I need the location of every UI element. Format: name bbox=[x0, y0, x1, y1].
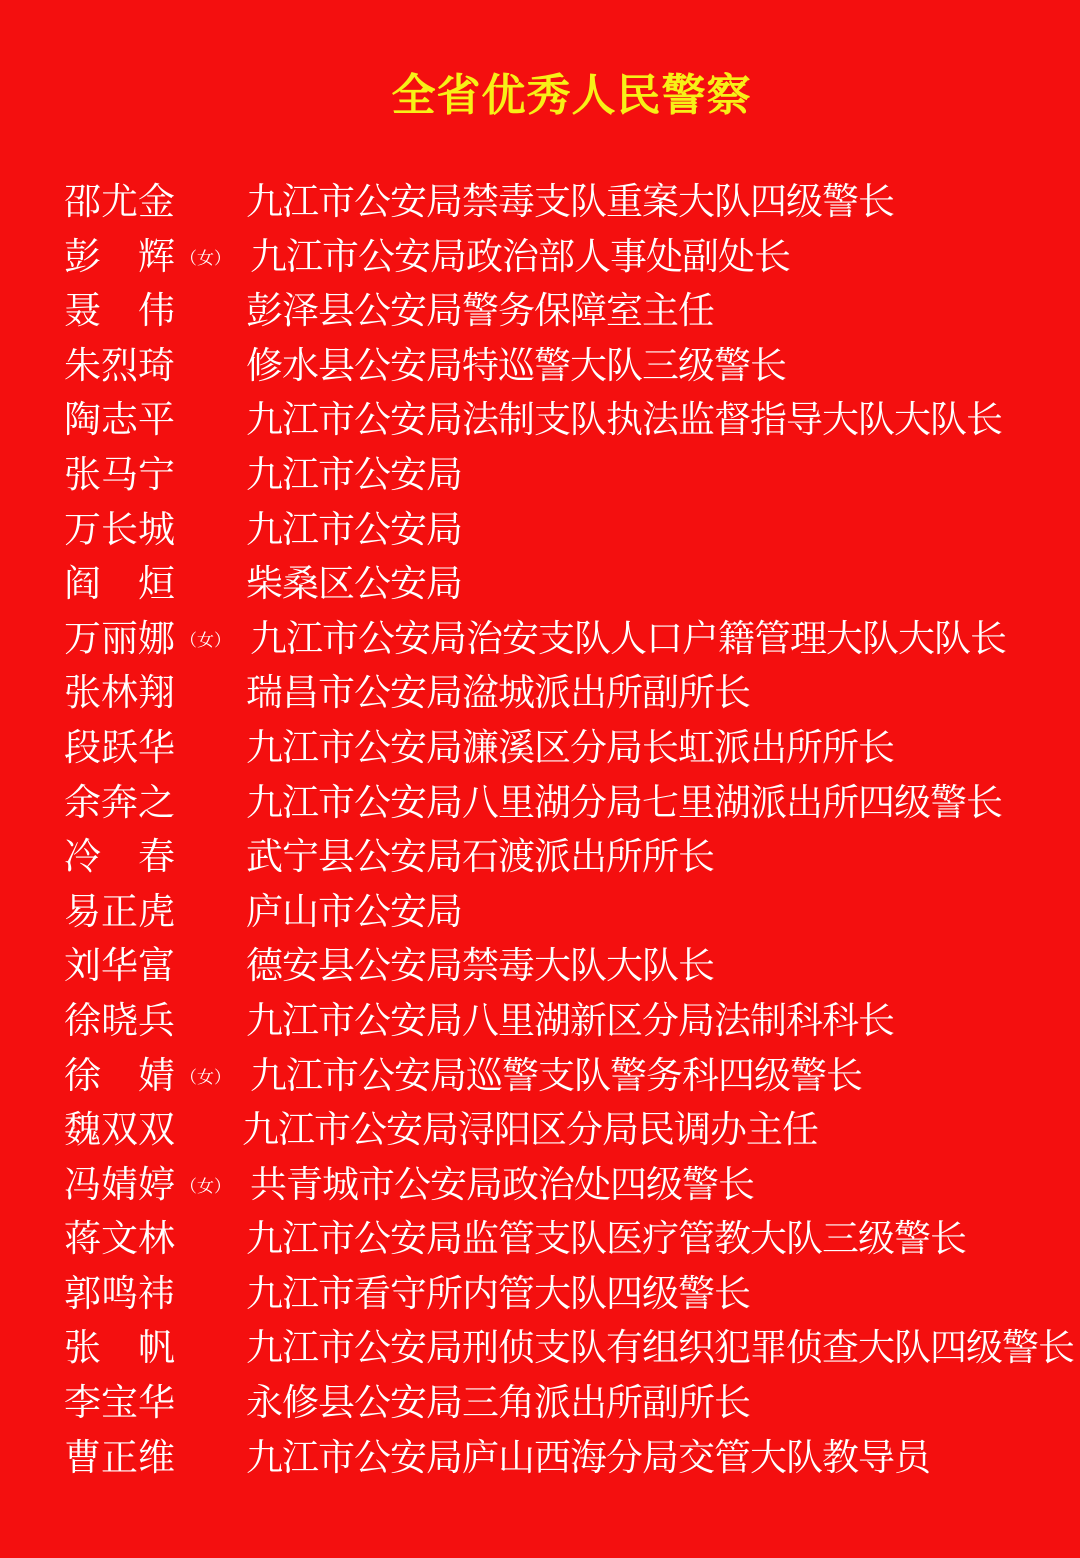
list-item bbox=[64, 1103, 1074, 1158]
list-item bbox=[64, 503, 1074, 558]
honoree-unit: 九江市公安局监管支队医疗管教大队三级警长 bbox=[246, 1217, 966, 1261]
honoree-unit: 修水县公安局特巡警大队三级警长 bbox=[246, 343, 786, 387]
honoree-name: 邵尤金 bbox=[64, 180, 175, 223]
honoree-unit: 永修县公安局三角派出所副所长 bbox=[246, 1381, 750, 1425]
honoree-name: 朱烈琦 bbox=[64, 343, 175, 387]
honoree-name: 张马宁 bbox=[64, 452, 175, 496]
honoree-name: 聂 伟 bbox=[64, 289, 175, 333]
list-item bbox=[64, 175, 1074, 230]
gender-note: （女） bbox=[180, 1067, 231, 1088]
list-item bbox=[64, 1431, 1074, 1486]
honoree-name: 徐晓兵 bbox=[64, 998, 175, 1042]
honoree-unit: 九江市公安局八里湖分局七里湖派出所四级警长 bbox=[246, 780, 1002, 824]
honoree-unit: 柴桑区公安局 bbox=[246, 562, 462, 606]
list-item bbox=[64, 885, 1074, 940]
honoree-name: 魏双双 bbox=[64, 1108, 175, 1152]
honoree-unit: 九江市公安局政治部人事处副处长 bbox=[250, 234, 790, 278]
honoree-unit: 九江市公安局 bbox=[246, 507, 462, 551]
honoree-name: 蒋文林 bbox=[64, 1217, 175, 1261]
list-item bbox=[64, 393, 1074, 448]
honoree-name: 余奔之 bbox=[64, 780, 175, 824]
honoree-unit: 九江市公安局 bbox=[246, 452, 462, 496]
honoree-unit: 九江市公安局巡警支队警务科四级警长 bbox=[250, 1053, 862, 1097]
list-item bbox=[64, 339, 1074, 394]
page-title: 全省优秀人民警察 bbox=[391, 70, 752, 121]
honoree-name: 张 帆 bbox=[64, 1326, 175, 1370]
list-item bbox=[64, 1267, 1074, 1322]
gender-note: （女） bbox=[180, 630, 231, 651]
list-item bbox=[64, 284, 1074, 339]
honoree-unit: 九江市公安局濂溪区分局长虹派出所所长 bbox=[246, 725, 894, 769]
honoree-name: 徐 婧 bbox=[64, 1053, 175, 1097]
list-item bbox=[64, 830, 1074, 885]
list-item bbox=[64, 939, 1074, 994]
honoree-name: 李宝华 bbox=[64, 1381, 175, 1425]
honoree-name: 彭 辉 bbox=[64, 234, 175, 278]
honoree-name: 万长城 bbox=[64, 507, 175, 551]
list-item bbox=[64, 776, 1074, 831]
list-item bbox=[64, 1321, 1074, 1376]
gender-note: （女） bbox=[180, 248, 231, 269]
honoree-unit: 彭泽县公安局警务保障室主任 bbox=[246, 289, 714, 333]
list-item bbox=[64, 1158, 1074, 1213]
honoree-name: 阎 烜 bbox=[64, 562, 175, 606]
honoree-unit: 九江市公安局禁毒支队重案大队四级警长 bbox=[246, 180, 894, 223]
honoree-unit: 九江市公安局八里湖新区分局法制科科长 bbox=[246, 998, 894, 1042]
honoree-name: 万丽娜 bbox=[64, 616, 175, 660]
honoree-unit: 九江市看守所内管大队四级警长 bbox=[246, 1271, 750, 1315]
honoree-name: 曹正维 bbox=[64, 1435, 175, 1479]
list-item bbox=[64, 666, 1074, 721]
list-item bbox=[64, 612, 1074, 667]
honoree-name: 张林翔 bbox=[64, 671, 175, 715]
list-item bbox=[64, 230, 1074, 285]
honoree-unit: 九江市公安局庐山西海分局交管大队教导员 bbox=[246, 1435, 930, 1479]
list-item bbox=[64, 1049, 1074, 1104]
honoree-name: 段跃华 bbox=[64, 725, 175, 769]
list-item bbox=[64, 994, 1074, 1049]
list-item bbox=[64, 448, 1074, 503]
honoree-list bbox=[64, 175, 1074, 1485]
honoree-unit: 武宁县公安局石渡派出所所长 bbox=[246, 835, 714, 879]
honoree-unit: 瑞昌市公安局湓城派出所副所长 bbox=[246, 671, 750, 715]
honoree-unit: 九江市公安局法制支队执法监督指导大队大队长 bbox=[246, 398, 1002, 442]
honoree-name: 陶志平 bbox=[64, 398, 175, 442]
list-item bbox=[64, 721, 1074, 776]
list-item bbox=[64, 1376, 1074, 1431]
list-item bbox=[64, 557, 1074, 612]
honoree-name: 冯婧婷 bbox=[64, 1162, 175, 1206]
gender-note: （女） bbox=[180, 1176, 231, 1197]
honoree-name: 郭鸣祎 bbox=[64, 1271, 175, 1315]
honoree-unit: 九江市公安局刑侦支队有组织犯罪侦查大队四级警长 bbox=[246, 1326, 1074, 1370]
list-item bbox=[64, 1212, 1074, 1267]
honoree-name: 易正虎 bbox=[64, 889, 175, 933]
honoree-name: 冷 春 bbox=[64, 835, 175, 879]
honoree-name: 刘华富 bbox=[64, 944, 175, 988]
honoree-unit: 九江市公安局浔阳区分局民调办主任 bbox=[242, 1108, 818, 1152]
honoree-unit: 庐山市公安局 bbox=[246, 889, 462, 933]
honoree-unit: 九江市公安局治安支队人口户籍管理大队大队长 bbox=[250, 616, 1006, 660]
honoree-unit: 共青城市公安局政治处四级警长 bbox=[250, 1162, 754, 1206]
honoree-unit: 德安县公安局禁毒大队大队长 bbox=[246, 944, 714, 988]
